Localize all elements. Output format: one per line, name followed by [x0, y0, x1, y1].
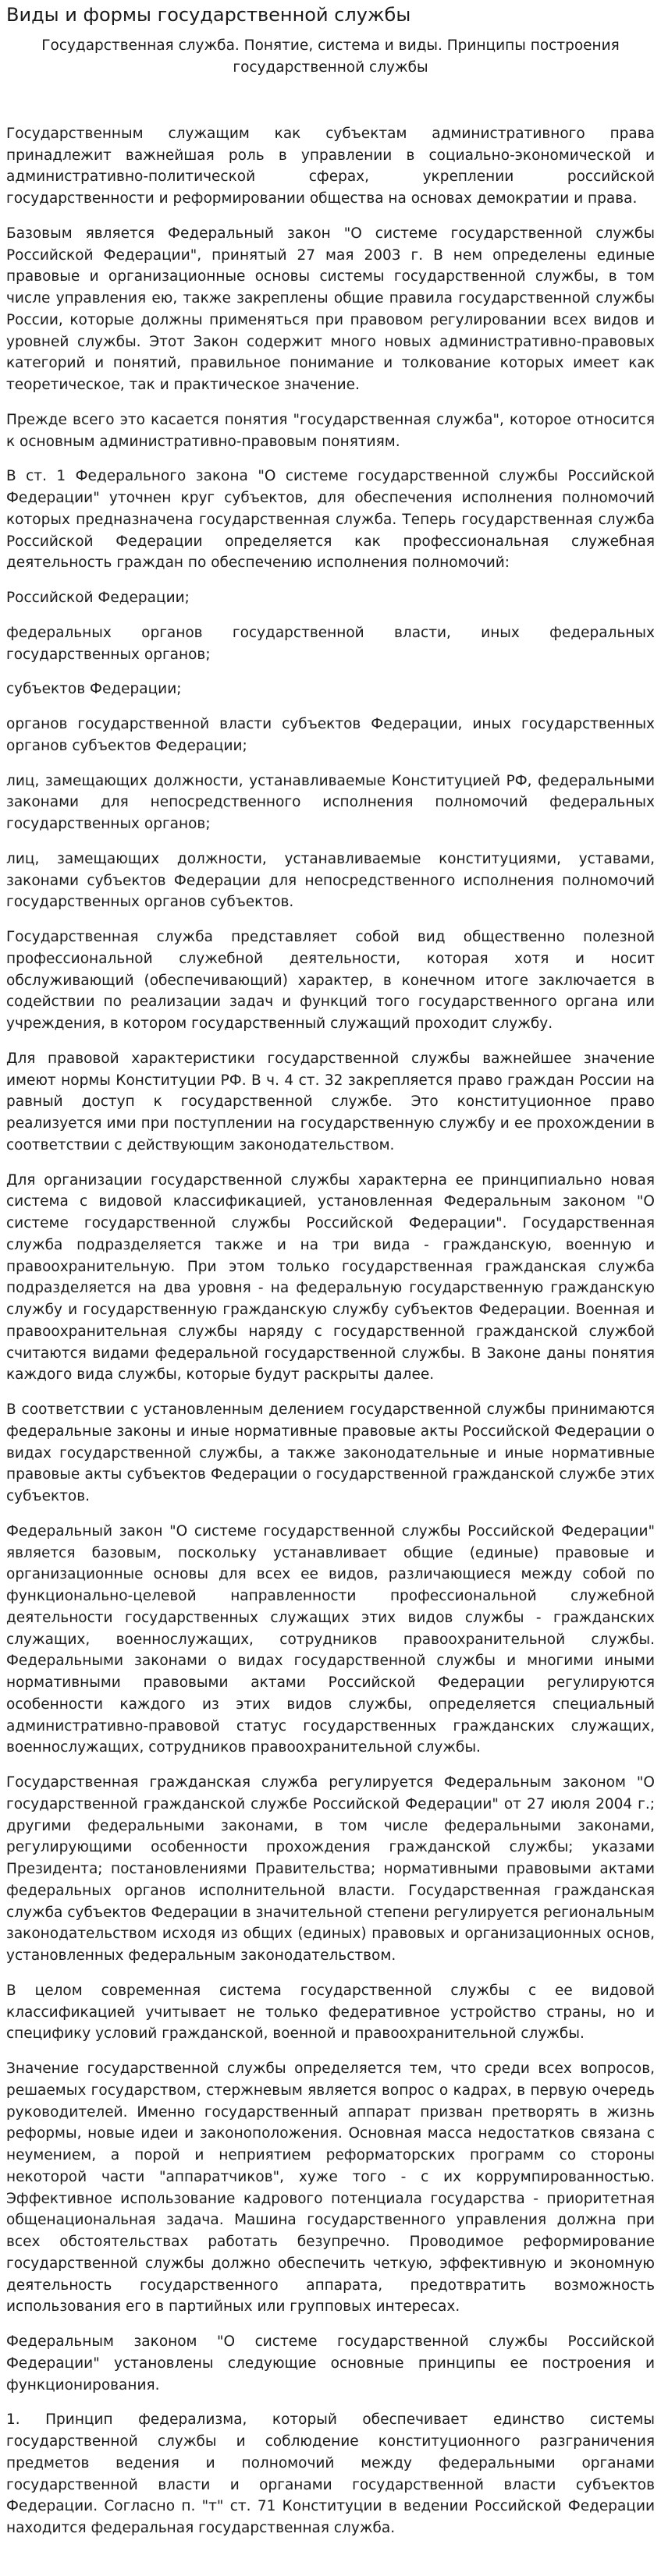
paragraph: органов государственной власти субъектов Федерации, иных государственных органов субъектов Федерации; — [6, 716, 655, 754]
paragraph: Государственная гражданская служба регулируется Федеральным законом "О государственной гражданской службе Российской Федерации" от 27 июля 2004 г.; другими федеральными законами, в том числе федеральными законами, регулирующими особенности прохождения гражданской службы; указами Президента; постановлениями Правительства; нормативными правовыми актами федеральных органов исполнительной власти. Государственная гражданская служба субъектов Федерации в значительной степени регулируется региональным законодательством исходя из общих (единых) правовых и организационных основ, установленных федеральным законодательством. — [6, 1774, 655, 1965]
paragraph: Значение государственной службы определяется тем, что среди всех вопросов, решаемых государством, стержневым является вопрос о кадрах, в первую очередь руководителей. Именно государственный аппарат призван претворять в жизнь реформы, новые идеи и законоположения. Основная масса недостатков связана с неумением, а порой и неприятием реформаторских программ со стороны некоторой части "аппаратчиков", хуже того - с их коррумпированностью. Эффективное использование кадрового потенциала государства - приоритетная общенациональная задача. Машина государственного управления должна при всех обстоятельствах работать безупречно. Проводимое реформирование государственной службы должно обеспечить четкую, эффективную и экономную деятельность государственного аппарата, предотвратить возможность использования его в партийных или групповых интересах. — [6, 2060, 655, 2316]
paragraph: федеральных органов государственной власти, иных федеральных государственных органов; — [6, 624, 655, 663]
paragraph: В целом современная система государственной службы с ее видовой классификацией учитывает не только федеративное устройство страны, но и специфику условий гражданской, военной и правоохранительной службы. — [6, 1982, 655, 2043]
paragraph: В ст. 1 Федерального закона "О системе государственной службы Российской Федерации" уточнен круг субъектов, для обеспечения исполнения полномочий которых предназначена государственная служба. Теперь государственная служба Российской Федерации определяется как профессиональная служебная деятельность граждан по обеспечению исполнения полномочий: — [6, 468, 655, 572]
paragraph: Для организации государственной службы характерна ее принципиально новая система с видовой классификацией, установленная Федеральным законом "О системе государственной службы Российской Федерации". Государственная служба подразделяется также и на три вида - гражданскую, военную и правоохранительную. При этом только государственная гражданская служба подразделяется на два уровня - на федеральную государственную гражданскую службу и государственную гражданскую службу субъектов Федерации. Военная и правоохранительная службы наряду с государственной гражданской службой считаются видами федеральной государственной службы. В Законе даны понятия каждого вида службы, которые будут раскрыты далее. — [6, 1171, 655, 1384]
paragraph: 1. Принцип федерализма, который обеспечивает единство системы государственной службы и соблюдение конституционного разграничения предметов ведения и полномочий между федеральными органами государственной власти и органами государственной власти субъектов Федерации. Согласно п. "т" ст. 71 Конституции в ведении Российской Федерации находится федеральная государственная служба. — [6, 2411, 655, 2537]
paragraph: Российской Федерации; — [6, 590, 190, 607]
paragraph: субъектов Федерации; — [6, 681, 182, 698]
paragraph: лиц, замещающих должности, устанавливаемые конституциями, уставами, законами субъектов Федерации для непосредственного исполнения полномочий государственных органов субъектов. — [6, 850, 655, 911]
page-title: Виды и формы государственной службы — [6, 4, 411, 26]
paragraph: В соответствии с установленным делением государственной службы принимаются федеральные законы и иные нормативные правовые акты Российской Федерации о видах государственной службы, а также законодательные и иные нормативные правовые акты субъектов Федерации о государственной гражданской службе этих субъектов. — [6, 1401, 655, 1505]
paragraph: Базовым является Федеральный закон "О системе государственной службы Российской Федерации", принятый 27 мая 2003 г. В нем определены единые правовые и организационные основы системы государственной службы, в том числе управления ею, также закреплены общие правила государственной службы России, которые должны применяться при правовом регулировании всех видов и уровней службы. Этот Закон содержит много новых административно-правовых категорий и понятий, правильное понимание и толкование которых имеет как теоретическое, так и практическое значение. — [6, 225, 655, 394]
paragraph: лиц, замещающих должности, устанавливаемые Конституцией РФ, федеральными законами для непосредственного исполнения полномочий федеральных государственных органов; — [6, 772, 655, 833]
paragraph: Для правовой характеристики государственной службы важнейшее значение имеют нормы Конституции РФ. В ч. 4 ст. 32 закрепляется право граждан России на равный доступ к государственной службе. Это конституционное право реализуется ими при поступлении на государственную службу и ее прохождении в соответствии с действующим законодательством. — [6, 1050, 655, 1153]
paragraph: Государственная служба представляет собой вид общественно полезной профессиональной служебной деятельности, которая хотя и носит обслуживающий (обеспечивающий) характер, в конечном итоге заключается в содействии по реализации задач и функций того государственного органа или учреждения, в котором государственный служащий проходит службу. — [6, 929, 655, 1033]
page-subtitle: Государственная служба. Понятие, система и виды. Принципы построения государственной службы — [41, 37, 620, 76]
paragraph: Прежде всего это касается понятия "государственная служба", которое относится к основным административно-правовым понятиям. — [6, 411, 655, 450]
article-body — [6, 123, 655, 2539]
paragraph: Федеральный закон "О системе государственной службы Российской Федерации" является базовым, поскольку устанавливает общие (единые) правовые и организационные основы для всех ее видов, различающиеся между собой по функционально-целевой направленности профессиональной служебной деятельности государственных служащих этих видов службы - гражданских служащих, военнослужащих, сотрудников правоохранительной службы. Федеральными законами о видах государственной службы и многими иными нормативными правовыми актами Российской Федерации регулируются особенности каждого из этих видов службы, определяется специальный административно-правовой статус государственных гражданских служащих, военнослужащих, сотрудников правоохранительной службы. — [6, 1522, 655, 1756]
paragraph: Федеральным законом "О системе государственной службы Российской Федерации" установлены следующие основные принципы ее построения и функционирования. — [6, 2333, 655, 2394]
paragraph: Государственным служащим как субъектам административного права принадлежит важнейшая роль в управлении в социально-экономической и административно-политической сферах, укреплении российской государственности и реформировании общества на основах демократии и права. — [6, 125, 655, 207]
